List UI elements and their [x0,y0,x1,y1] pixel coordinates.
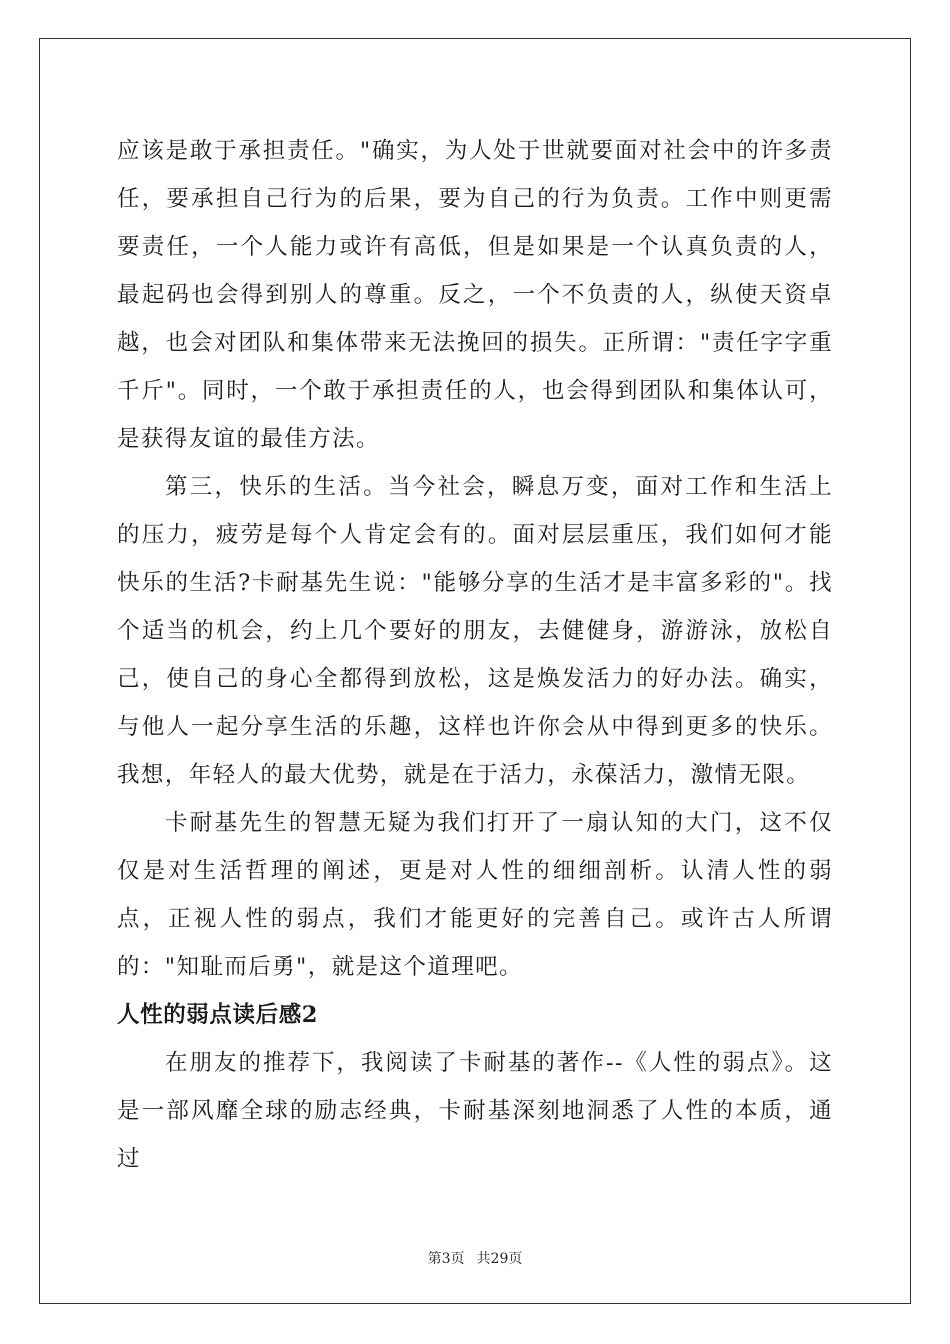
paragraph-responsibility: 应该是敢于承担责任。"确实，为人处于世就要面对社会中的许多责任，要承担自己行为的后果，要为自己的行为负责。工作中则更需要责任，一个人能力或许有高低，但是如果是一个认真负责的人，最起码也会得到别人的尊重。反之，一个不负责的人，纵使天资卓越，也会对团队和集体带来无法挽回的损失。正所谓："责任字字重千斤"。同时，一个敢于承担责任的人，也会得到团队和集体认可，是获得友谊的最佳方法。 [117,138,833,452]
page-total: 共29页 [476,1251,523,1267]
page-number: 第3页 [427,1251,465,1267]
page-footer [0,1248,950,1268]
document-body [117,127,833,1183]
paragraph-section-intro: 在朋友的推荐下，我阅读了卡耐基的著作--《人性的弱点》。这是一部风靡全球的励志经典，卡耐基深刻地洞悉了人性的本质，通过 [117,1050,833,1172]
paragraph-conclusion: 卡耐基先生的智慧无疑为我们打开了一扇认知的大门，这不仅仅是对生活哲理的阐述，更是对人性的细细剖析。认清人性的弱点，正视人性的弱点，我们才能更好的完善自己。或许古人所谓的："知耻而后勇"，就是这个道理吧。 [117,810,833,980]
paragraph-happy-life: 第三，快乐的生活。当今社会，瞬息万变，面对工作和生活上的压力，疲劳是每个人肯定会有的。面对层层重压，我们如何才能快乐的生活?卡耐基先生说："能够分享的生活才是丰富多彩的"。找个适当的机会，约上几个要好的朋友，去健健身，游游泳，放松自己，使自己的身心全都得到放松，这是焕发活力的好办法。确实，与他人一起分享生活的乐趣，这样也许你会从中得到更多的快乐。我想，年轻人的最大优势，就是在于活力，永葆活力，激情无限。 [117,474,833,788]
section-heading: 人性的弱点读后感2 [117,1002,319,1028]
